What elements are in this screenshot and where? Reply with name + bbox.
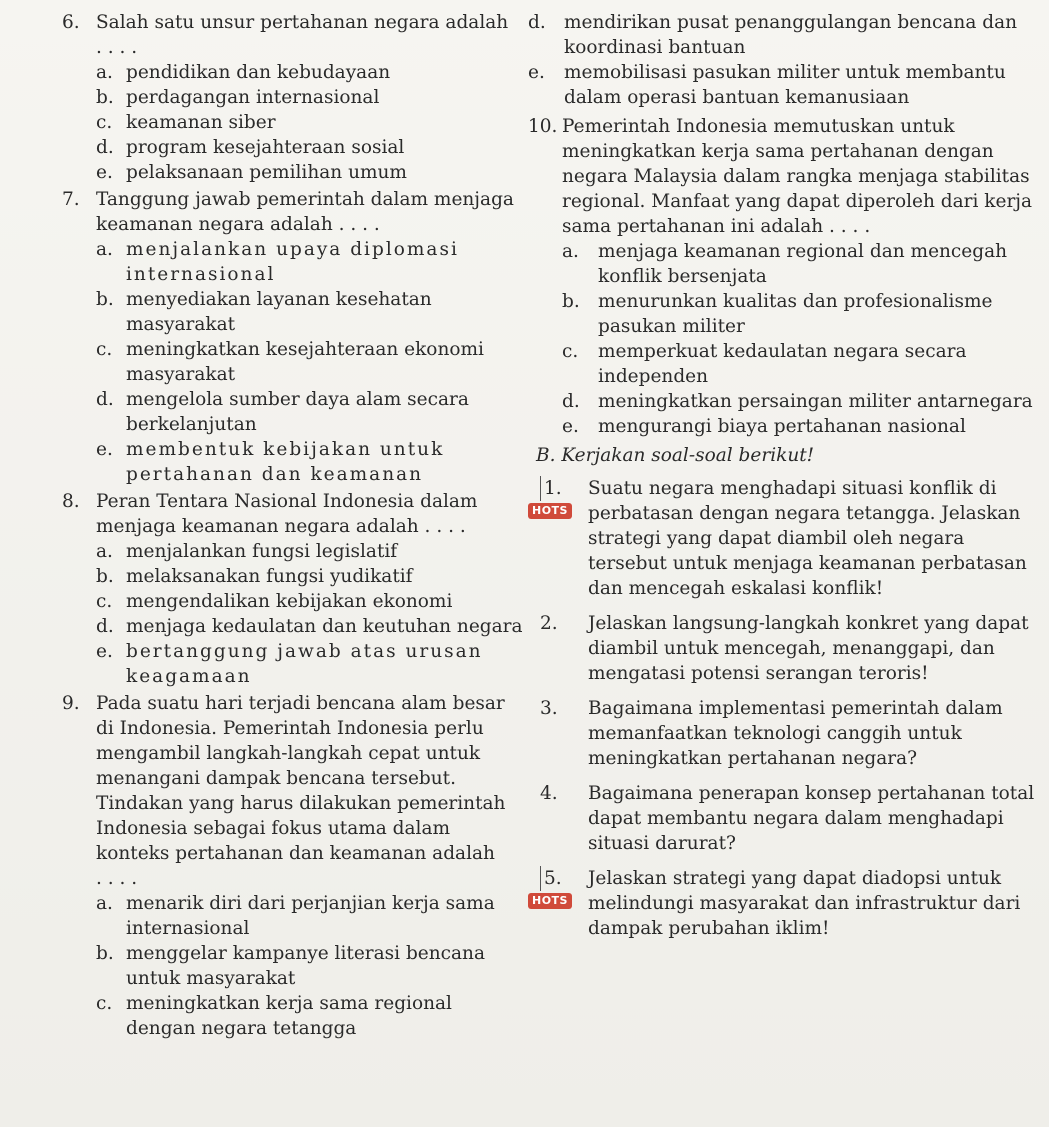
option-letter: b.	[96, 289, 114, 310]
options-list	[96, 891, 524, 1041]
option-text: melaksanakan fungsi yudikatif	[126, 566, 413, 587]
question-stem: Peran Tentara Nasional Indonesia dalam menjaga keamanan negara adalah . . . .	[96, 491, 478, 537]
question-7	[62, 187, 524, 487]
question-9	[62, 691, 524, 1041]
essay-text: Jelaskan langsung-langkah konkret yang dapat diambil untuk mencegah, menanggapi, dan mengatasi potensi serangan teroris!	[588, 613, 1029, 684]
option-text: mengurangi biaya pertahanan nasional	[598, 416, 966, 437]
option-letter: a.	[96, 62, 113, 83]
option-text: menyediakan layanan kesehatan masyarakat	[126, 289, 432, 335]
option-letter: e.	[96, 439, 113, 460]
option-text: memobilisasi pasukan militer untuk membantu dalam operasi bantuan kemanusiaan	[564, 62, 1006, 108]
option-9d[interactable]	[528, 10, 1043, 60]
option-letter: d.	[96, 137, 114, 158]
essay-text: Jelaskan strategi yang dapat diadopsi untuk melindungi masyarakat dan infrastruktur dari dampak perubahan iklim!	[588, 868, 1021, 939]
option-10d[interactable]	[562, 389, 1043, 414]
essay-number: 3.	[540, 698, 558, 719]
option-text: menjaga keamanan regional dan mencegah konflik bersenjata	[598, 241, 1008, 287]
question-stem: Pada suatu hari terjadi bencana alam besar di Indonesia. Pemerintah Indonesia perlu mengambil langkah-langkah cepat untuk menangani dampak bencana tersebut. Tindakan yang harus dilakukan pemerintah Indonesia sebagai fokus utama dalam konteks pertahanan dan keamanan adalah	[96, 693, 506, 864]
option-letter: a.	[96, 541, 113, 562]
essay-text: Bagaimana penerapan konsep pertahanan total dapat membantu negara dalam menghadapi situasi darurat?	[588, 783, 1035, 854]
option-letter: c.	[96, 339, 113, 360]
question-8	[62, 489, 524, 689]
option-letter: a.	[562, 241, 579, 262]
option-9a[interactable]	[96, 891, 524, 941]
essay-question-3	[528, 696, 1043, 771]
option-8d[interactable]	[96, 614, 524, 639]
option-text: pendidikan dan kebudayaan	[126, 62, 391, 83]
option-text: keamanan siber	[126, 112, 276, 133]
section-b-title: B. Kerjakan soal-soal berikut!	[536, 445, 815, 466]
question-10	[528, 114, 1043, 439]
option-9c[interactable]	[96, 991, 524, 1041]
option-letter: e.	[562, 416, 579, 437]
essay-number: 2.	[540, 613, 558, 634]
option-text: menjalankan fungsi legislatif	[126, 541, 398, 562]
option-7b[interactable]	[96, 287, 524, 337]
option-text: mengelola sumber daya alam secara berkelanjutan	[126, 389, 469, 435]
option-letter: d.	[528, 12, 546, 33]
option-letter: a.	[96, 239, 113, 260]
option-10b[interactable]	[562, 289, 1043, 339]
essay-text: Bagaimana implementasi pemerintah dalam memanfaatkan teknologi canggih untuk meningkatkan pertahanan negara?	[588, 698, 1003, 769]
essay-question-2	[528, 611, 1043, 686]
hots-badge: HOTS	[528, 893, 572, 909]
option-9e[interactable]	[528, 60, 1043, 110]
options-list	[96, 539, 524, 689]
option-text: menggelar kampanye literasi bencana untuk masyarakat	[126, 943, 485, 989]
right-column	[528, 10, 1043, 951]
question-dots: . . . .	[96, 868, 138, 889]
option-letter: a.	[96, 893, 113, 914]
option-letter: c.	[96, 591, 113, 612]
option-text: perdagangan internasional	[126, 87, 380, 108]
option-10e[interactable]	[562, 414, 1043, 439]
option-6b[interactable]	[96, 85, 524, 110]
essay-question-4	[528, 781, 1043, 856]
option-letter: d.	[562, 391, 580, 412]
option-7d[interactable]	[96, 387, 524, 437]
option-text: menjaga kedaulatan dan keutuhan negara	[126, 616, 523, 637]
option-10c[interactable]	[562, 339, 1043, 389]
option-letter: e.	[528, 62, 545, 83]
question-number: 10.	[528, 116, 558, 137]
option-6a[interactable]	[96, 60, 524, 85]
option-7c[interactable]	[96, 337, 524, 387]
essay-text: Suatu negara menghadapi situasi konflik di perbatasan dengan negara tetangga. Jelaskan strategi yang dapat diambil oleh negara tersebut untuk menjaga keamanan perbatasan dan mencegah eskalasi konflik!	[588, 478, 1027, 599]
option-text: pelaksanaan pemilihan umum	[126, 162, 407, 183]
essay-number: 4.	[540, 783, 558, 804]
option-6c[interactable]	[96, 110, 524, 135]
option-text: menjalankan upaya diplomasi internasional	[126, 239, 459, 285]
option-letter: d.	[96, 389, 114, 410]
option-text: mendirikan pusat penanggulangan bencana dan koordinasi bantuan	[564, 12, 1018, 58]
question-number: 8.	[62, 491, 80, 512]
option-text: bertanggung jawab atas urusan keagamaan	[126, 641, 483, 687]
option-text: mengendalikan kebijakan ekonomi	[126, 591, 453, 612]
essay-number: 1.	[540, 476, 562, 501]
option-letter: c.	[96, 112, 113, 133]
option-8e[interactable]	[96, 639, 524, 689]
question-stem: Salah satu unsur pertahanan negara adalah	[96, 12, 509, 33]
option-text: menurunkan kualitas dan profesionalisme pasukan militer	[598, 291, 993, 337]
option-text: membentuk kebijakan untuk pertahanan dan keamanan	[126, 439, 445, 485]
question-9-continued-options	[528, 10, 1043, 110]
option-6d[interactable]	[96, 135, 524, 160]
question-6	[62, 10, 524, 185]
option-text: meningkatkan persaingan militer antarnegara	[598, 391, 1033, 412]
option-8b[interactable]	[96, 564, 524, 589]
option-letter: b.	[562, 291, 580, 312]
option-10a[interactable]	[562, 239, 1043, 289]
options-list	[96, 237, 524, 487]
option-text: menarik diri dari perjanjian kerja sama internasional	[126, 893, 495, 939]
question-number: 6.	[62, 12, 80, 33]
option-8a[interactable]	[96, 539, 524, 564]
question-number: 7.	[62, 189, 80, 210]
option-letter: e.	[96, 641, 113, 662]
essay-question-1	[528, 476, 1043, 601]
option-letter: b.	[96, 566, 114, 587]
question-stem: Pemerintah Indonesia memutuskan untuk meningkatkan kerja sama pertahanan dengan negara Malaysia dalam rangka menjaga stabilitas regional. Manfaat yang dapat diperoleh dari kerja sama pertahanan ini adalah . . . .	[562, 116, 1033, 237]
option-letter: e.	[96, 162, 113, 183]
options-list	[562, 239, 1043, 439]
question-stem: Tanggung jawab pemerintah dalam menjaga keamanan negara adalah . . . .	[96, 189, 514, 235]
options-list	[96, 60, 524, 185]
option-letter: b.	[96, 87, 114, 108]
essay-question-5	[528, 866, 1043, 941]
option-9b[interactable]	[96, 941, 524, 991]
option-text: meningkatkan kerja sama regional dengan negara tetangga	[126, 993, 452, 1039]
question-number: 9.	[62, 693, 80, 714]
essay-number: 5.	[540, 866, 562, 891]
left-column	[62, 10, 524, 1043]
option-text: memperkuat kedaulatan negara secara independen	[598, 341, 967, 387]
option-letter: b.	[96, 943, 114, 964]
option-letter: c.	[96, 993, 113, 1014]
option-7e[interactable]	[96, 437, 524, 487]
option-7a[interactable]	[96, 237, 524, 287]
option-letter: d.	[96, 616, 114, 637]
option-8c[interactable]	[96, 589, 524, 614]
option-6e[interactable]	[96, 160, 524, 185]
option-letter: c.	[562, 341, 579, 362]
question-dots: . . . .	[96, 37, 138, 58]
hots-badge: HOTS	[528, 503, 572, 519]
option-text: program kesejahteraan sosial	[126, 137, 405, 158]
option-text: meningkatkan kesejahteraan ekonomi masyarakat	[126, 339, 484, 385]
